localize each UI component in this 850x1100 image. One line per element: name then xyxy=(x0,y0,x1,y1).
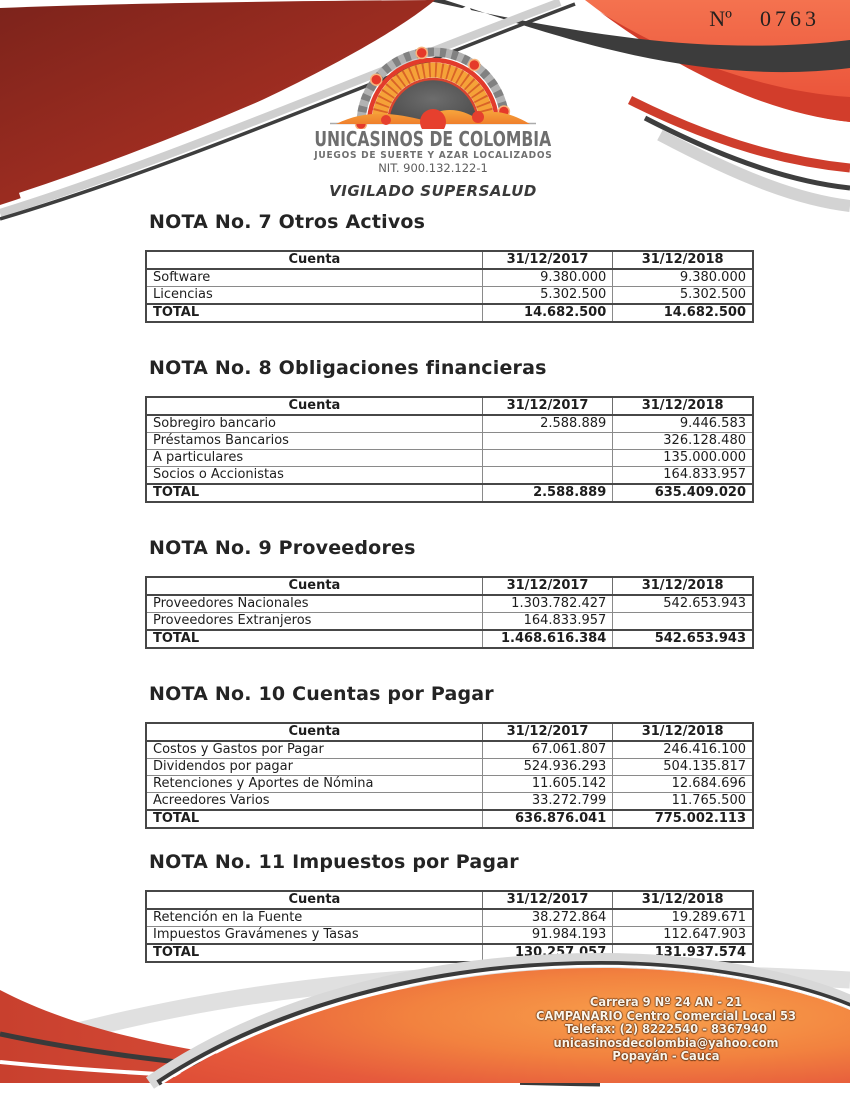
note-title: NOTA No. 9 Proveedores xyxy=(149,537,416,559)
table-row xyxy=(146,759,753,776)
note-section xyxy=(145,357,754,503)
row-value: 130.257.057 xyxy=(482,944,613,962)
row-value: 164.833.957 xyxy=(613,467,753,485)
table-row xyxy=(146,269,753,287)
document-number-label: Nº xyxy=(709,6,732,31)
row-value xyxy=(482,467,613,485)
row-value: 9.446.583 xyxy=(613,415,753,433)
column-header: 31/12/2017 xyxy=(482,251,613,269)
row-value: 2.588.889 xyxy=(482,484,613,502)
column-header: 31/12/2018 xyxy=(613,251,753,269)
column-header: Cuenta xyxy=(146,397,482,415)
row-label: Licencias xyxy=(146,287,482,305)
row-label: Retenciones y Aportes de Nómina xyxy=(146,776,482,793)
logo-tagline: JUEGOS DE SUERTE Y AZAR LOCALIZADOS xyxy=(313,150,553,161)
document-number-value: 0763 xyxy=(760,6,820,31)
row-value: 67.061.807 xyxy=(482,741,613,759)
column-header: Cuenta xyxy=(146,891,482,909)
row-value: 524.936.293 xyxy=(482,759,613,776)
header-row xyxy=(146,397,753,415)
table-row xyxy=(146,415,753,433)
column-header: Cuenta xyxy=(146,577,482,595)
footer-line: Carrera 9 Nº 24 AN - 21 xyxy=(589,994,743,1009)
row-label: Retención en la Fuente xyxy=(146,909,482,927)
table-row xyxy=(146,595,753,613)
logo-nit: NIT. 900.132.122-1 xyxy=(378,161,488,175)
logo-block xyxy=(263,30,603,200)
total-row xyxy=(146,304,753,322)
row-value: 1.468.616.384 xyxy=(482,630,613,648)
note-section xyxy=(145,851,754,963)
row-value: 14.682.500 xyxy=(482,304,613,322)
column-header: 31/12/2018 xyxy=(613,723,753,741)
row-label: Software xyxy=(146,269,482,287)
total-row xyxy=(146,810,753,828)
row-value: 635.409.020 xyxy=(613,484,753,502)
row-value xyxy=(613,613,753,631)
note-section xyxy=(145,537,754,649)
supervision-label: VIGILADO SUPERSALUD xyxy=(329,182,537,200)
row-label: Préstamos Bancarios xyxy=(146,433,482,450)
table-row xyxy=(146,467,753,485)
row-value: 164.833.957 xyxy=(482,613,613,631)
column-header: 31/12/2018 xyxy=(613,891,753,909)
column-header: 31/12/2017 xyxy=(482,891,613,909)
column-header: Cuenta xyxy=(146,251,482,269)
note-section xyxy=(145,683,754,829)
row-value: 775.002.113 xyxy=(613,810,753,828)
footer-line: CAMPANARIO Centro Comercial Local 53 xyxy=(535,1007,797,1023)
header-row xyxy=(146,891,753,909)
row-value: 112.647.903 xyxy=(613,927,753,945)
row-label: Costos y Gastos por Pagar xyxy=(146,741,482,759)
note-title: NOTA No. 7 Otros Activos xyxy=(149,211,426,233)
column-header: 31/12/2017 xyxy=(482,723,613,741)
row-value: 636.876.041 xyxy=(482,810,613,828)
row-value: 135.000.000 xyxy=(613,450,753,467)
row-value: 38.272.864 xyxy=(482,909,613,927)
row-value: 131.937.574 xyxy=(613,944,753,962)
row-value: 19.289.671 xyxy=(613,909,753,927)
total-row xyxy=(146,484,753,502)
note-table xyxy=(145,576,754,649)
row-label: TOTAL xyxy=(146,630,482,648)
note-table xyxy=(145,396,754,503)
footer-line: unicasinosdecolombia@yahoo.com xyxy=(553,1034,779,1050)
row-value: 11.605.142 xyxy=(482,776,613,793)
row-value: 504.135.817 xyxy=(613,759,753,776)
row-label: TOTAL xyxy=(146,304,482,322)
row-value: 1.303.782.427 xyxy=(482,595,613,613)
row-value: 2.588.889 xyxy=(482,415,613,433)
row-value: 33.272.799 xyxy=(482,793,613,811)
row-label: TOTAL xyxy=(146,810,482,828)
table-row xyxy=(146,741,753,759)
row-value: 14.682.500 xyxy=(613,304,753,322)
note-table xyxy=(145,722,754,829)
table-row xyxy=(146,927,753,945)
column-header: 31/12/2017 xyxy=(482,577,613,595)
header-row xyxy=(146,723,753,741)
note-title: NOTA No. 11 Impuestos por Pagar xyxy=(149,851,519,873)
row-value: 542.653.943 xyxy=(613,595,753,613)
notes-container xyxy=(145,211,754,997)
row-value: 12.684.696 xyxy=(613,776,753,793)
company-name: UNICASINOS DE COLOMBIA xyxy=(314,127,552,151)
note-section xyxy=(145,211,754,323)
table-row xyxy=(146,287,753,305)
row-value: 326.128.480 xyxy=(613,433,753,450)
table-row xyxy=(146,909,753,927)
table-row xyxy=(146,450,753,467)
total-row xyxy=(146,630,753,648)
note-title: NOTA No. 10 Cuentas por Pagar xyxy=(149,683,494,705)
row-label: Acreedores Varios xyxy=(146,793,482,811)
header-row xyxy=(146,577,753,595)
row-value: 9.380.000 xyxy=(613,269,753,287)
row-value: 5.302.500 xyxy=(482,287,613,305)
column-header: Cuenta xyxy=(146,723,482,741)
footer-line: Popayán - Cauca xyxy=(612,1048,720,1063)
note-title: NOTA No. 8 Obligaciones financieras xyxy=(149,357,547,379)
row-label: Impuestos Gravámenes y Tasas xyxy=(146,927,482,945)
table-row xyxy=(146,793,753,811)
casino-sun-logo-icon xyxy=(328,30,538,129)
row-value: 5.302.500 xyxy=(613,287,753,305)
column-header: 31/12/2018 xyxy=(613,577,753,595)
row-label: Proveedores Nacionales xyxy=(146,595,482,613)
row-value xyxy=(482,450,613,467)
row-label: TOTAL xyxy=(146,944,482,962)
row-label: Sobregiro bancario xyxy=(146,415,482,433)
note-table xyxy=(145,250,754,323)
column-header: 31/12/2017 xyxy=(482,397,613,415)
row-value: 246.416.100 xyxy=(613,741,753,759)
document-number xyxy=(709,6,820,32)
footer-contact xyxy=(488,995,844,1063)
header-row xyxy=(146,251,753,269)
row-label: Dividendos por pagar xyxy=(146,759,482,776)
row-value xyxy=(482,433,613,450)
row-value: 11.765.500 xyxy=(613,793,753,811)
column-header: 31/12/2018 xyxy=(613,397,753,415)
table-row xyxy=(146,776,753,793)
row-label: Proveedores Extranjeros xyxy=(146,613,482,631)
row-label: Socios o Accionistas xyxy=(146,467,482,485)
footer-line: Telefax: (2) 8222540 - 8367940 xyxy=(565,1021,767,1036)
table-row xyxy=(146,433,753,450)
row-label: A particulares xyxy=(146,450,482,467)
row-value: 542.653.943 xyxy=(613,630,753,648)
row-value: 91.984.193 xyxy=(482,927,613,945)
table-row xyxy=(146,613,753,631)
row-value: 9.380.000 xyxy=(482,269,613,287)
row-label: TOTAL xyxy=(146,484,482,502)
